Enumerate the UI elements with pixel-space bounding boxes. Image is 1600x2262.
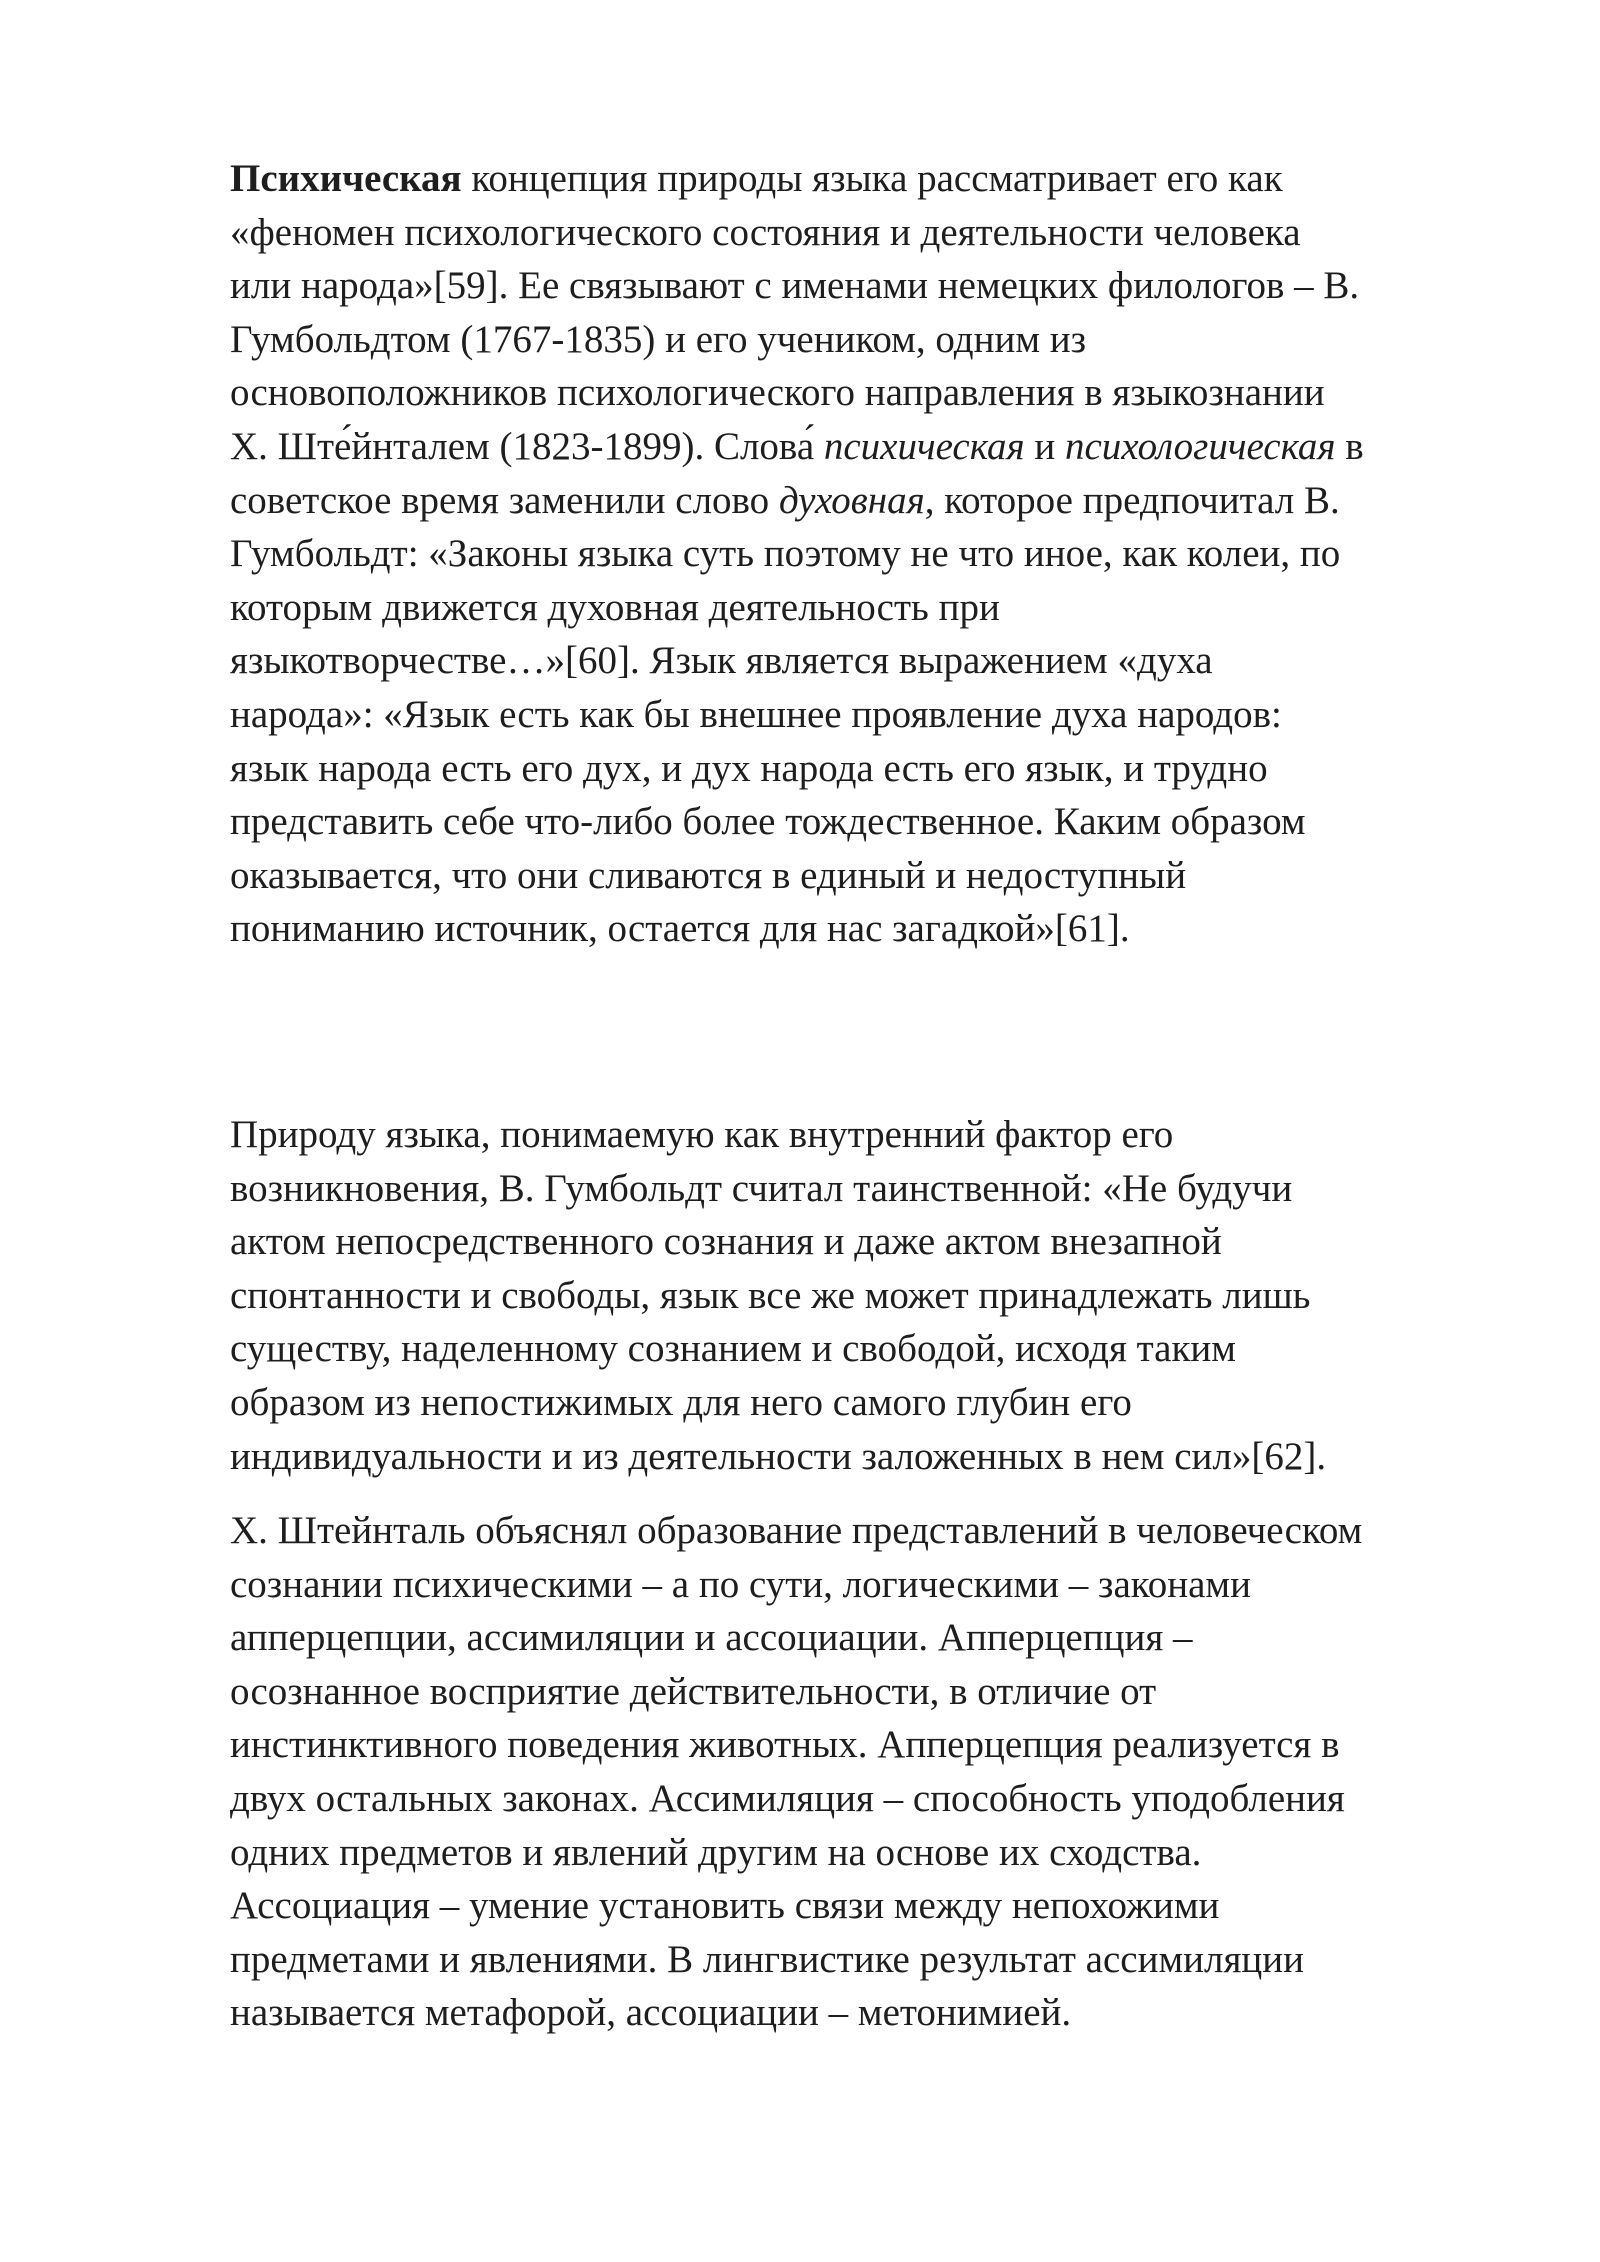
text-run: языкотворчестве…»[60]. Язык является выражением «духа <box>230 639 1213 683</box>
text-line <box>230 1772 1520 1826</box>
paragraph-humboldt-nature <box>230 1108 1520 1483</box>
text-line <box>230 1269 1520 1323</box>
text-run: которым движется духовная деятельность при <box>230 585 1000 629</box>
text-run: возникновения, В. Гумбольдт считал таинственной: «Не будучи <box>230 1166 1293 1210</box>
text-line <box>230 206 1520 260</box>
text-run: основоположников психологического направления в языкознании <box>230 371 1325 415</box>
text-line <box>230 688 1520 742</box>
text-run: представить себе что-либо более тождественное. Каким образом <box>230 800 1306 844</box>
text-run: актом непосредственного сознания и даже актом внезапной <box>230 1220 1222 1264</box>
text-run: сознании психическими – а по сути, логическими – законами <box>230 1562 1251 1606</box>
paragraph-psychic-concept <box>230 152 1520 956</box>
text-line <box>230 1611 1520 1665</box>
text-line <box>230 259 1520 313</box>
text-run: Х. Штейнталь объяснял образование представлений в человеческом <box>230 1509 1363 1552</box>
text-line <box>230 1504 1520 1558</box>
text-line <box>230 1879 1520 1933</box>
text-line <box>230 795 1520 849</box>
text-line <box>230 1430 1520 1484</box>
text-run: советское время заменили слово <box>230 478 779 522</box>
text-line <box>230 420 1520 474</box>
text-line <box>230 1665 1520 1719</box>
text-run: Х. Ште́йнталем (1823-1899). Слова́ <box>230 424 824 468</box>
text-line <box>230 1215 1520 1269</box>
paragraph-steinthal-laws <box>230 1504 1520 2040</box>
text-run: предметами и явлениями. В лингвистике результат ассимиляции <box>230 1937 1305 1981</box>
text-run: и <box>1024 424 1065 468</box>
text-line <box>230 849 1520 903</box>
text-line <box>230 152 1520 206</box>
text-run: или народа»[59]. Ее связывают с именами немецких филологов – В. <box>230 264 1360 308</box>
text-line <box>230 634 1520 688</box>
text-run: оказывается, что они сливаются в единый и недоступный <box>230 853 1187 897</box>
text-line <box>230 1108 1520 1162</box>
text-line <box>230 742 1520 796</box>
italic-term: психическая <box>823 424 1025 468</box>
text-line <box>230 1376 1520 1430</box>
text-run: индивидуальности и из деятельности заложенных в нем сил»[62]. <box>230 1434 1327 1478</box>
text-run: Ассоциация – умение установить связи между непохожими <box>230 1884 1220 1928</box>
text-line <box>230 366 1520 420</box>
text-run: «феномен психологического состояния и деятельности человека <box>230 210 1301 254</box>
text-run: инстинктивного поведения животных. Апперцепция реализуется в <box>230 1723 1340 1767</box>
text-run: осознанное восприятие действительности, в отличие от <box>230 1669 1157 1713</box>
text-run: концепция природы языка рассматривает его как <box>461 157 1283 200</box>
text-line <box>230 474 1520 528</box>
text-line <box>230 1933 1520 1987</box>
text-run: Гумбольдт: «Законы языка суть поэтому не что иное, как колеи, по <box>230 532 1341 576</box>
text-line <box>230 1986 1520 2040</box>
text-run: называется метафорой, ассоциации – метонимией. <box>230 1991 1072 2035</box>
text-run: апперцепции, ассимиляции и ассоциации. Апперцепция – <box>230 1616 1193 1660</box>
text-line <box>230 902 1520 956</box>
text-line <box>230 527 1520 581</box>
text-line <box>230 1322 1520 1376</box>
text-run: язык народа есть его дух, и дух народа есть его язык, и трудно <box>230 746 1268 790</box>
text-run: одних предметов и явлений другим на основе их сходства. <box>230 1830 1202 1874</box>
text-run: , которое предпочитал В. <box>924 478 1340 522</box>
text-line <box>230 1162 1520 1216</box>
text-run: в <box>1335 424 1364 468</box>
text-run: образом из непостижимых для него самого глубин его <box>230 1380 1132 1424</box>
italic-term: духовная <box>778 478 925 522</box>
text-run: двух остальных законах. Ассимиляция – способность уподобления <box>230 1776 1345 1820</box>
text-run: пониманию источник, остается для нас загадкой»[61]. <box>230 907 1130 951</box>
text-line <box>230 1558 1520 1612</box>
text-run: спонтанности и свободы, язык все же может принадлежать лишь <box>230 1273 1311 1317</box>
text-run: народа»: «Язык есть как бы внешнее проявление духа народов: <box>230 692 1282 736</box>
text-run: Природу языка, понимаемую как внутренний фактор его <box>230 1113 1174 1156</box>
text-line <box>230 581 1520 635</box>
text-run: Гумбольдтом (1767-1835) и его учеником, одним из <box>230 317 1087 361</box>
text-line <box>230 1826 1520 1880</box>
text-line <box>230 1718 1520 1772</box>
text-line <box>230 313 1520 367</box>
text-run: существу, наделенному сознанием и свободой, исходя таким <box>230 1327 1236 1371</box>
italic-term: психологическая <box>1064 424 1336 468</box>
bold-term: Психическая <box>230 157 462 200</box>
